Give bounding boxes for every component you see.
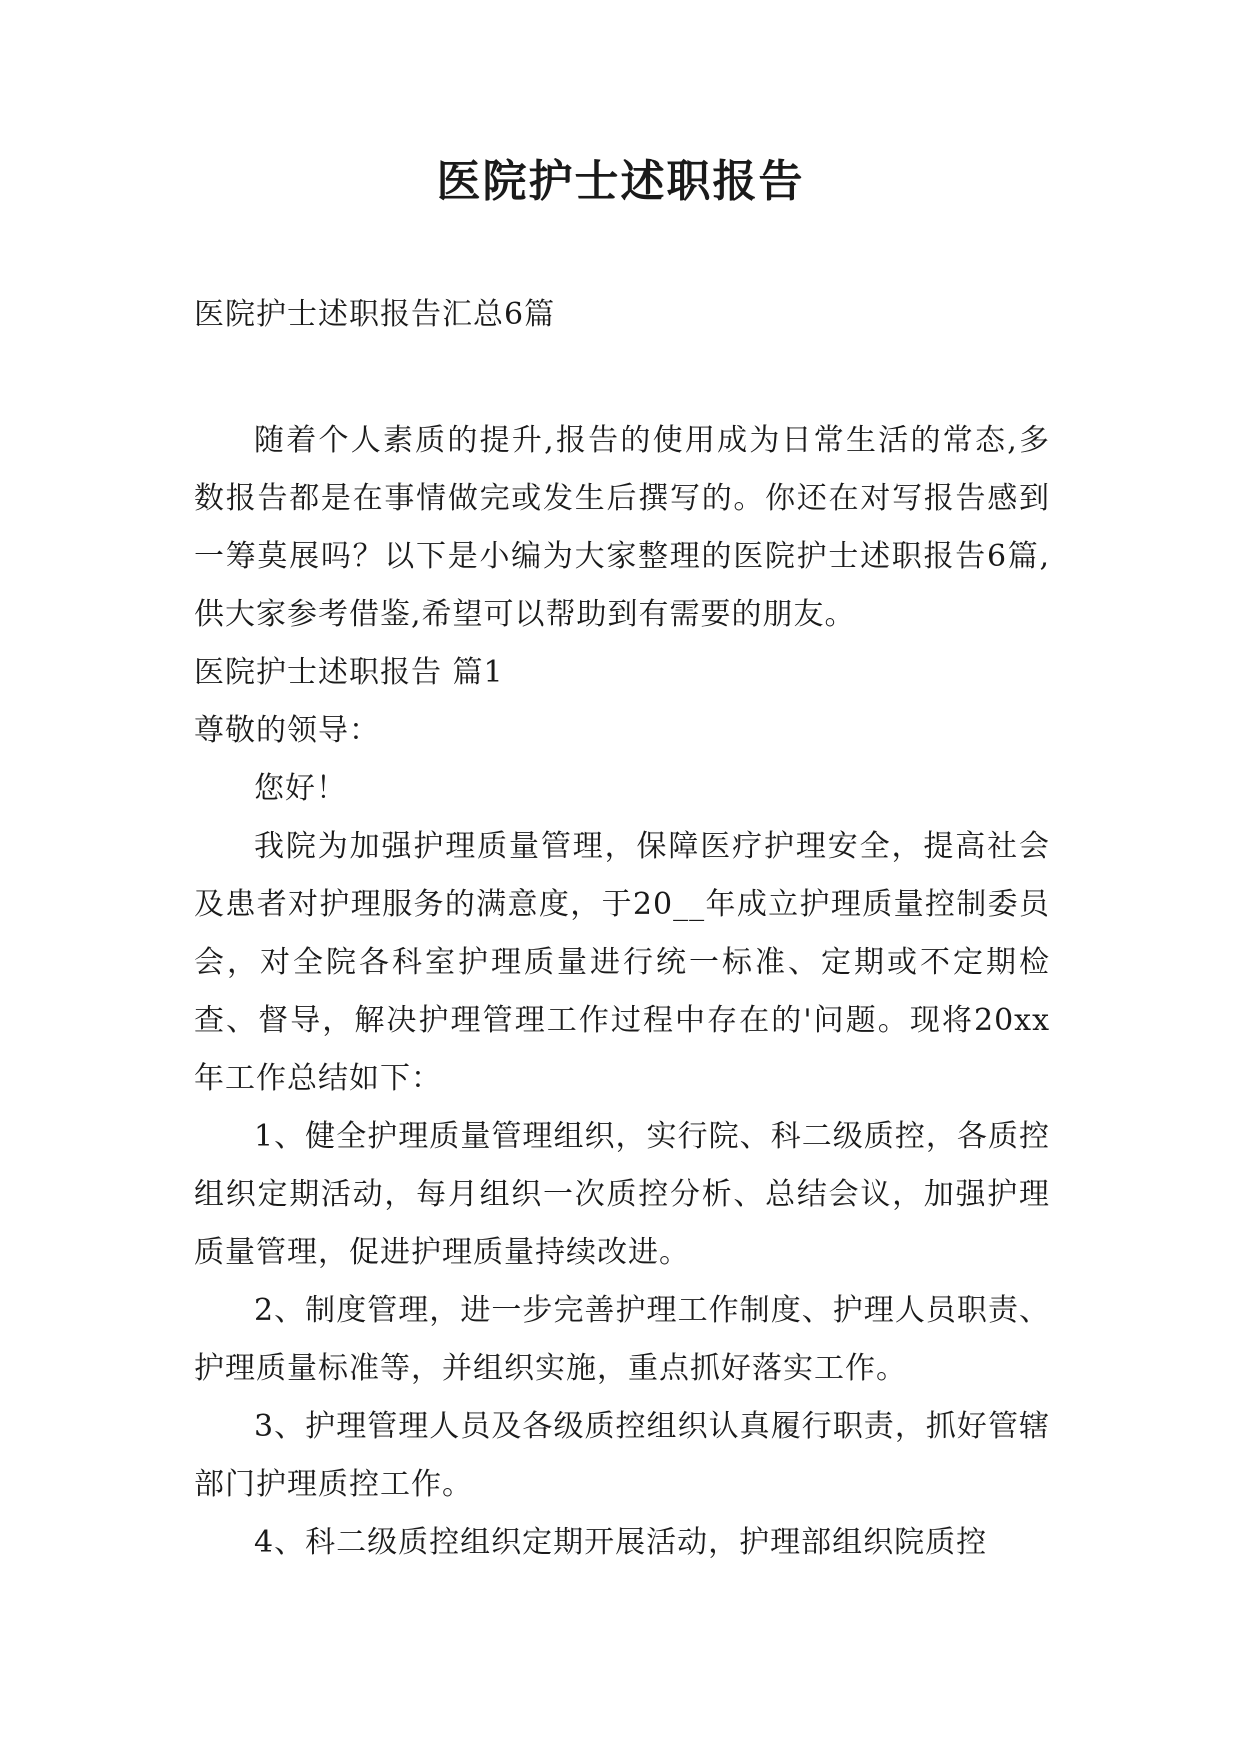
list-item-4: 4、科二级质控组织定期开展活动，护理部组织院质控 <box>254 1525 988 1560</box>
greeting: 您好！ <box>254 771 347 806</box>
body-paragraph: 我院为加强护理质量管理，保障医疗护理安全，提高社会及患者对护理服务的满意度，于20__年成立护理质量控制委员会，对全院各科室护理质量进行统一标准、定期或不定期检查、督导，解决护理管理工作过程中存在的'问题。现将20xx年工作总结如下： <box>194 829 1050 1096</box>
list-item-1: 1、健全护理质量管理组织，实行院、科二级质控，各质控组织定期活动，每月组织一次质控分析、总结会议，加强护理质量管理，促进护理质量持续改进。 <box>194 1119 1050 1270</box>
intro-paragraph: 随着个人素质的提升,报告的使用成为日常生活的常态,多数报告都是在事情做完或发生后撰写的。你还在对写报告感到一筹莫展吗？以下是小编为大家整理的医院护士述职报告6篇,供大家参考借鉴,希望可以帮助到有需要的朋友。 <box>194 423 1050 632</box>
list-item-2: 2、制度管理，进一步完善护理工作制度、护理人员职责、护理质量标准等，并组织实施，重点抓好落实工作。 <box>194 1293 1050 1386</box>
document-subtitle: 医院护士述职报告汇总6篇 <box>194 297 556 332</box>
list-item-3: 3、护理管理人员及各级质控组织认真履行职责，抓好管辖部门护理质控工作。 <box>194 1409 1050 1502</box>
section-heading: 医院护士述职报告 篇1 <box>194 655 504 690</box>
salutation: 尊敬的领导： <box>194 713 380 748</box>
document-body <box>194 412 1050 1572</box>
document-title: 医院护士述职报告 <box>436 156 805 207</box>
